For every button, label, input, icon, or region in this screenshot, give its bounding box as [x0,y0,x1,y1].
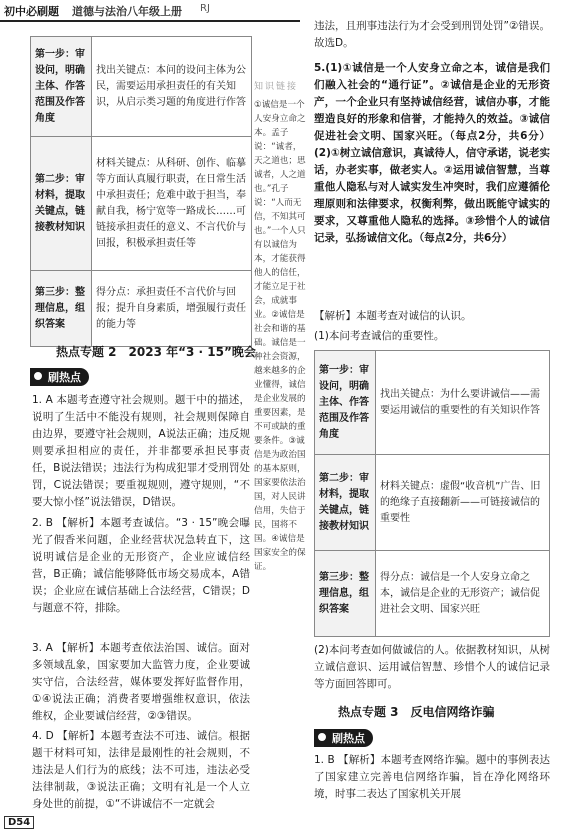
table-row [315,455,550,551]
answer-steps-table-1 [30,36,252,347]
step-text: 材料关键点：虚假“收音机”广告、旧的绝缘子直接翻新——可链接诚信的重要性 [376,455,550,551]
step-label: 第一步：审设问，明确主体、作答范围及作答角度 [315,351,376,455]
table-row [31,137,252,271]
step-label: 第一步：审设问，明确主体、作答范围及作答角度 [31,37,92,137]
book-title: 初中必刷题 [4,5,59,18]
step-label: 第三步：整理信息，组织答案 [31,271,92,347]
page-number: D54 [4,816,34,829]
badge-label: 刷热点 [30,368,89,386]
question-2: 2. B 【解析】本题考查诚信。“3 · 15”晚会曝光了假香米问题，企业经营状况急转直下，这说明诚信是企业的无形资产，企业应诚信经营，B正确；诚信能够降低市场交易成本，A错误；企业应在诚信基础上合法经营，C错误；D与题意不符，排除。 [32,517,250,614]
page-header [0,0,300,22]
topic-title-2: 热点专题 2 2023 年“3 · 15”晚会 [56,345,256,359]
analysis-part-2: (2)本问考查如何做诚信的人。依据教材知识，从树立诚信意识、运用诚信智慧、珍惜个人的诚信记录等方面回答即可。 [314,644,550,690]
answer-continued: 违法，且刑事违法行为才会受到刑罚处罚”②错误。故选D。 [314,20,550,49]
table-row [315,551,550,637]
topic-title-3: 热点专题 3 反电信网络诈骗 [338,705,495,719]
answer-steps-table-2 [314,350,550,637]
question-5: 5.(1)①诚信是一个人安身立命之本，诚信是我们们融入社会的“通行证”。②诚信是企业的无形资产，一个企业只有坚持诚信经营，诚信办事，才能塑造良好的形象和信誉，才能持久的效益。③诚信促进社会文明、国家兴旺。（每点2分，共6分）(2)①树立诚信意识，真诚待人，信守承诺，说老实话，办老实事，做老实人。②运用诚信智慧，当尊重他人隐私与对人诚实发生冲突时，我们应遵循伦理原则和法律要求，权衡利弊，做出既能守诚实的要求，又尊重他人隐私的选择。③珍惜个人的诚信记录，弘扬诚信文化。（每点2分，共6分） [314,62,550,244]
brush-badge-3 [314,727,373,747]
knowledge-sidebar [254,80,306,574]
question-hot3-1: 1. B 【解析】本题考查网络诈骗。题中的事例表达了国家建立完善电信网络诈骗，旨在净化网络环境，时事二表达了国家机关开展 [314,754,550,800]
question-4: 4. D 【解析】本题考查法不可违、诚信。根据题干材料可知，法律是最刚性的社会规则，不违法是人们行为的底线；法不可违，违法必受法律制裁，③说法正确；文明有礼是一个人立身处世的前提，①“不讲诚信不一定就会 [32,730,250,810]
sidebar-text: ①诚信是一个人安身立命之本。孟子说：“诚者，天之道也；思诚者，人之道也。”孔子说：“人而无信，不知其可也。”一个人只有以诚信为本，才能获得他人的信任，才能立足于社会，成就事业。②诚信是社会和谐的基础。诚信是一种社会资源，越来越多的企业懂得，诚信是企业发展的重要因素，是不可或缺的重要条件。③诚信是为政治国的基本原则，国家要依法治国，对人民讲信用，失信于民，国将不国。④诚信是国家安全的保证。 [254,100,306,572]
step-label: 第二步：审材料，提取关键点，链接教材知识 [31,137,92,271]
step-text: 找出关键点：本问的设问主体为公民，需要运用承担责任的有关知识，从启示类习题的角度进行作答 [92,37,252,137]
table-row [315,351,550,455]
analysis-part-1: (1)本问考查诚信的重要性。 [314,330,445,342]
analysis-intro: 【解析】本题考查对诚信的认识。 [314,310,472,322]
question-1: 1. A 本题考查遵守社会规则。题干中的描述，说明了生活中不能没有规则，社会规则保障自由边界，要遵守社会规则，A说法正确；违反规则要承担相应的责任，并非都要承担民事责任，B说法错误；违法行为构成犯罪才受刑罚处罚，C说法错误；要重视规则，遵守规则，“不要大惊小怪”说法错误，D错误。 [32,394,250,508]
table-row [31,271,252,347]
sidebar-title: 知识链接 [254,82,299,92]
step-text: 得分点：诚信是一个人安身立命之本，诚信是企业的无形资产；诚信促进社会文明、国家兴旺 [376,551,550,637]
header-divider [0,20,300,22]
table-row [31,37,252,137]
badge-label: 刷热点 [314,729,373,747]
edition-label: RJ [200,3,210,14]
step-text: 找出关键点：为什么要讲诚信——需要运用诚信的重要性的有关知识作答 [376,351,550,455]
brush-badge-2 [30,366,89,386]
step-text: 得分点：承担责任不言代价与回报；提升自身素质，增强履行责任的能力等 [92,271,252,347]
step-label: 第三步：整理信息，组织答案 [315,551,376,637]
question-3: 3. A 【解析】本题考查依法治国、诚信。面对多领域乱象，国家要加大监管力度，企业要诚实守信，合法经营，媒体要发挥好监督作用，①④说法正确；消费者要增强维权意识，依法维权，企业要诚信经营，②③错误。 [32,642,250,722]
step-text: 材料关键点：从科研、创作、临摹等方面认真履行职责，在日常生活中承担责任；危难中敢于担当，奉献自我，杨宁宽等一路成长……可链接承担责任的意义、不言代价与回报，积极承担责任等 [92,137,252,271]
step-label: 第二步：审材料，提取关键点，链接教材知识 [315,455,376,551]
subject-title: 道德与法治八年级上册 [72,5,182,18]
